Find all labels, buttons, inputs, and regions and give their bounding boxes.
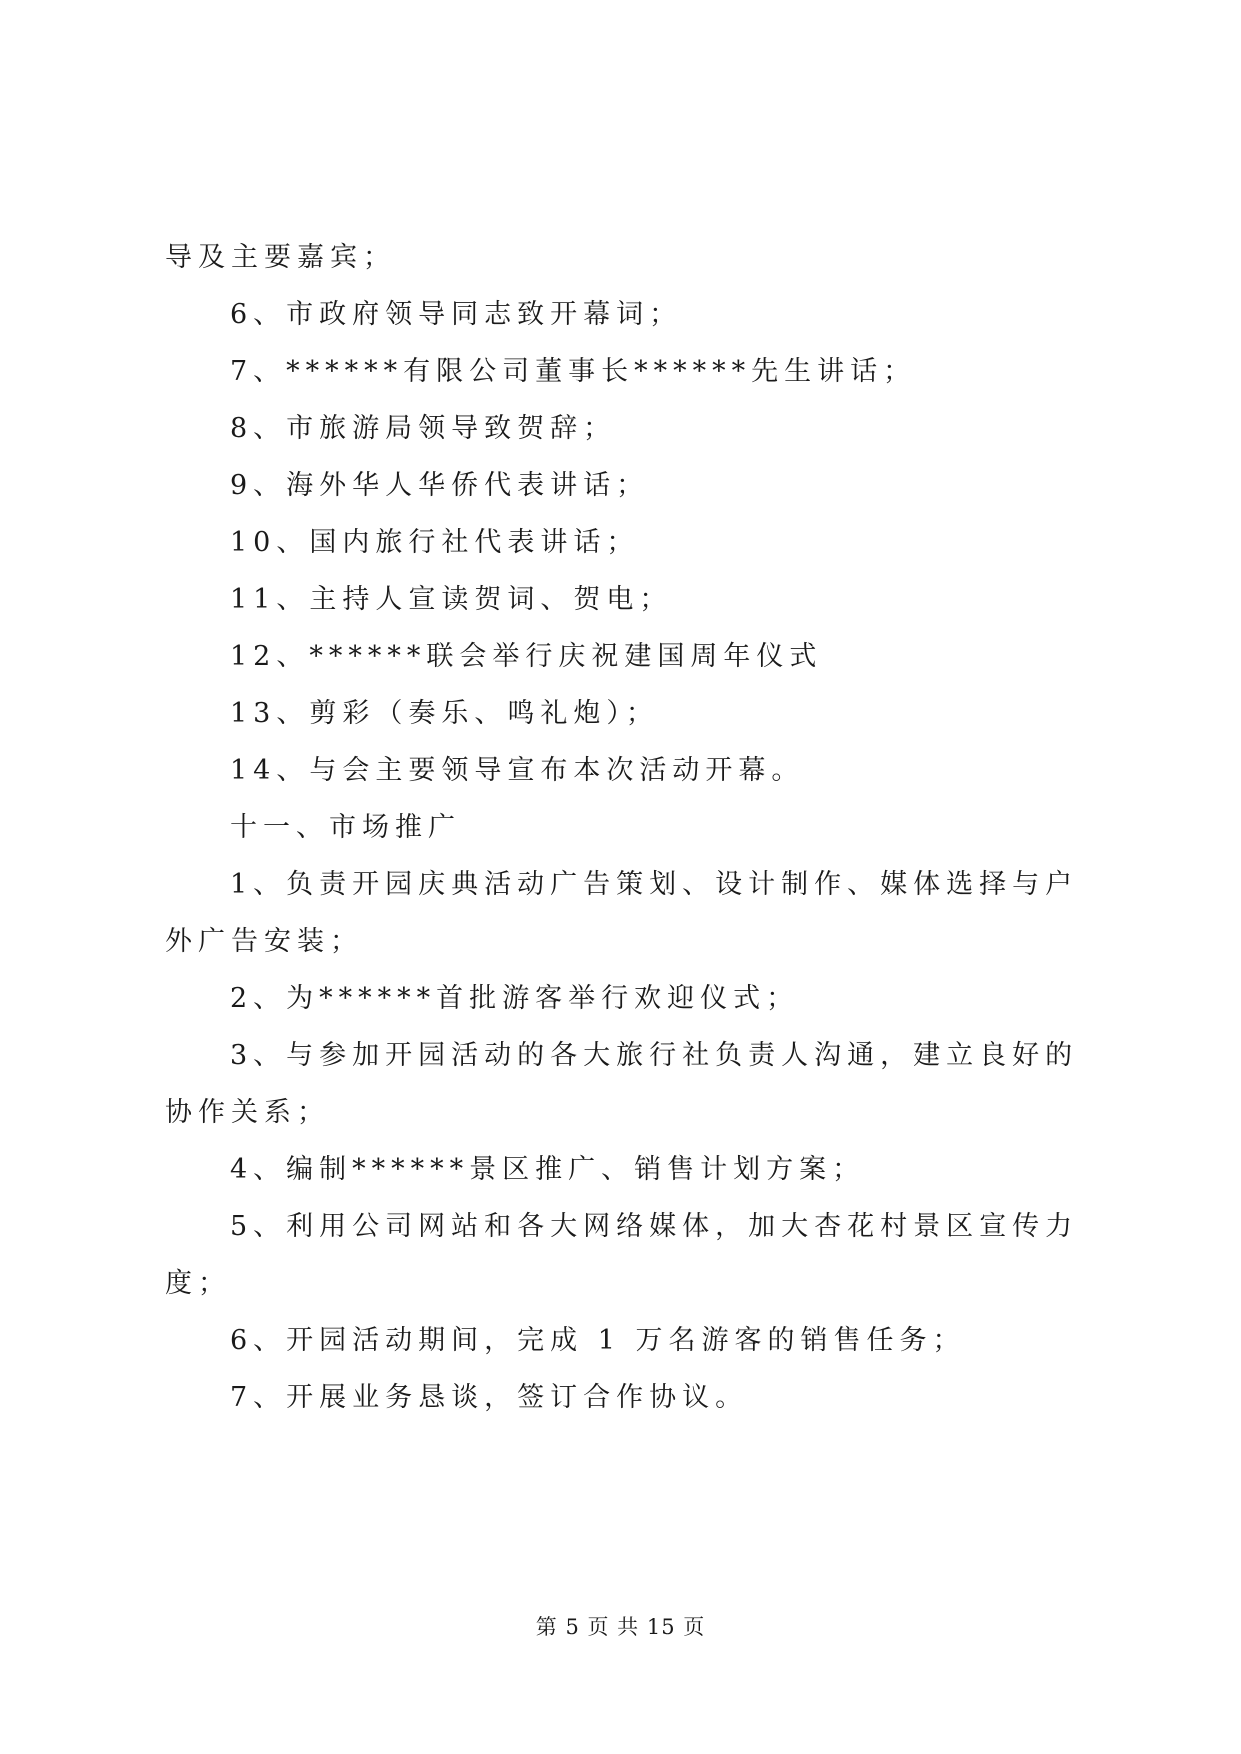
list-item: 5、利用公司网站和各大网络媒体，加大杏花村景区宣传力 [230,1211,1079,1242]
list-item: 9、海外华人华侨代表讲话； [230,470,650,501]
page-footer: 第 5 页 共 15 页 [535,1615,706,1639]
list-item: 1、负责开园庆典活动广告策划、设计制作、媒体选择与户 [230,869,1079,900]
list-item: 13、剪彩（奏乐、鸣礼炮）； [230,698,659,729]
list-item: 2、为******首批游客举行欢迎仪式； [230,983,800,1014]
list-item: 3、与参加开园活动的各大旅行社负责人沟通，建立良好的 [230,1040,1079,1071]
list-item: 6、市政府领导同志致开幕词； [230,299,683,330]
list-item: 4、编制******景区推广、销售计划方案； [230,1154,866,1185]
text-line: 导及主要嘉宾； [165,242,396,273]
list-item: 14、与会主要领导宣布本次活动开幕。 [230,755,805,786]
text-line: 协作关系； [165,1097,330,1128]
list-item: 7、******有限公司董事长******先生讲话； [230,356,917,387]
text-line: 外广告安装； [165,926,363,957]
list-item: 10、国内旅行社代表讲话； [230,527,640,558]
list-item: 12、******联会举行庆祝建国周年仪式 [230,641,823,672]
list-item: 11、主持人宣读贺词、贺电； [230,584,673,615]
list-item: 6、开园活动期间，完成 1 万名游客的销售任务； [230,1325,966,1356]
section-heading: 十一、市场推广 [230,812,461,843]
list-item: 7、开展业务恳谈，签订合作协议。 [230,1382,749,1413]
list-item: 8、市旅游局领导致贺辞； [230,413,617,444]
text-line: 度； [165,1268,231,1299]
